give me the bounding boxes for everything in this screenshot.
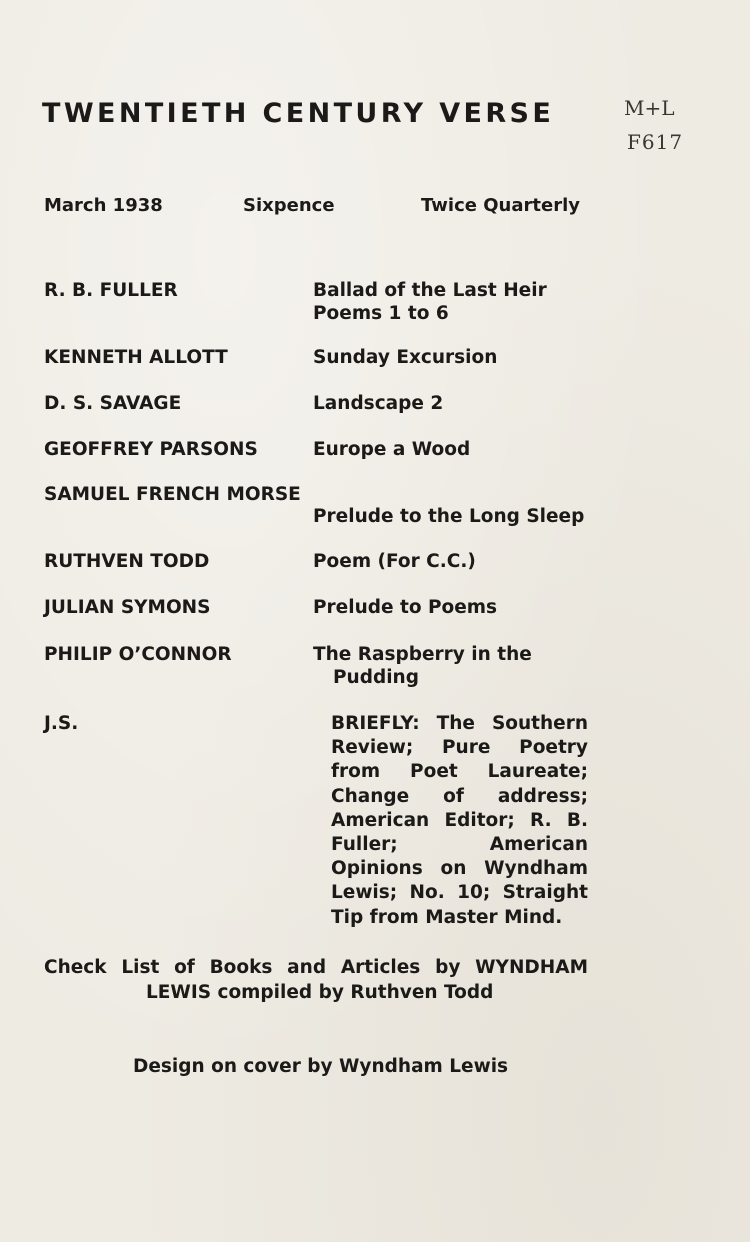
contents-work: Landscape 2 [313,393,444,414]
work-line: Ballad of the Last Heir [313,280,547,301]
contents-author: R. B. FULLER [44,280,178,301]
contents-work: Europe a Wood [313,439,471,460]
cover-design-credit: Design on cover by Wyndham Lewis [133,1056,509,1077]
contents-work: Prelude to Poems [313,597,498,618]
issue-date: March 1938 [44,195,163,216]
contents-author: D. S. SAVAGE [44,393,182,414]
issue-frequency: Twice Quarterly [421,195,580,216]
contents-work: Prelude to the Long Sleep [313,506,585,527]
contents-author: GEOFFREY PARSONS [44,439,258,460]
briefly-notes: BRIEFLY: The Southern Review; Pure Poetry from Poet Laureate; Change of address; American Editor; R. B. Fuller; American Opinions on Wyndham Lewis; No. 10; Straight Tip from Master Mind. [331,713,588,928]
contents-work [313,643,532,689]
check-list-line: LEWIS compiled by Ruthven Todd [146,981,494,1003]
contents-author: SAMUEL FRENCH MORSE [44,484,301,505]
work-line: The Raspberry in the [313,644,532,665]
contents-author: PHILIP O’CONNOR [44,644,232,665]
check-list-entry [44,956,588,1005]
work-line: Pudding [333,667,419,688]
contents-author: KENNETH ALLOTT [44,347,228,368]
work-line: Poems 1 to 6 [313,303,449,324]
check-list-line: Check List of Books and Articles by WYNDHAM [44,957,588,978]
handwritten-mark-2: F617 [627,130,684,154]
contents-author: JULIAN SYMONS [44,597,211,618]
contents-author: J.S. [44,713,79,734]
handwritten-mark-1: M+L [624,96,675,120]
contents-work: Sunday Excursion [313,347,498,368]
contents-work: Poem (For C.C.) [313,551,476,572]
journal-title: TWENTIETH CENTURY VERSE [42,98,555,129]
issue-price: Sixpence [243,195,335,216]
contents-author: RUTHVEN TODD [44,551,210,572]
contents-work [313,279,547,325]
